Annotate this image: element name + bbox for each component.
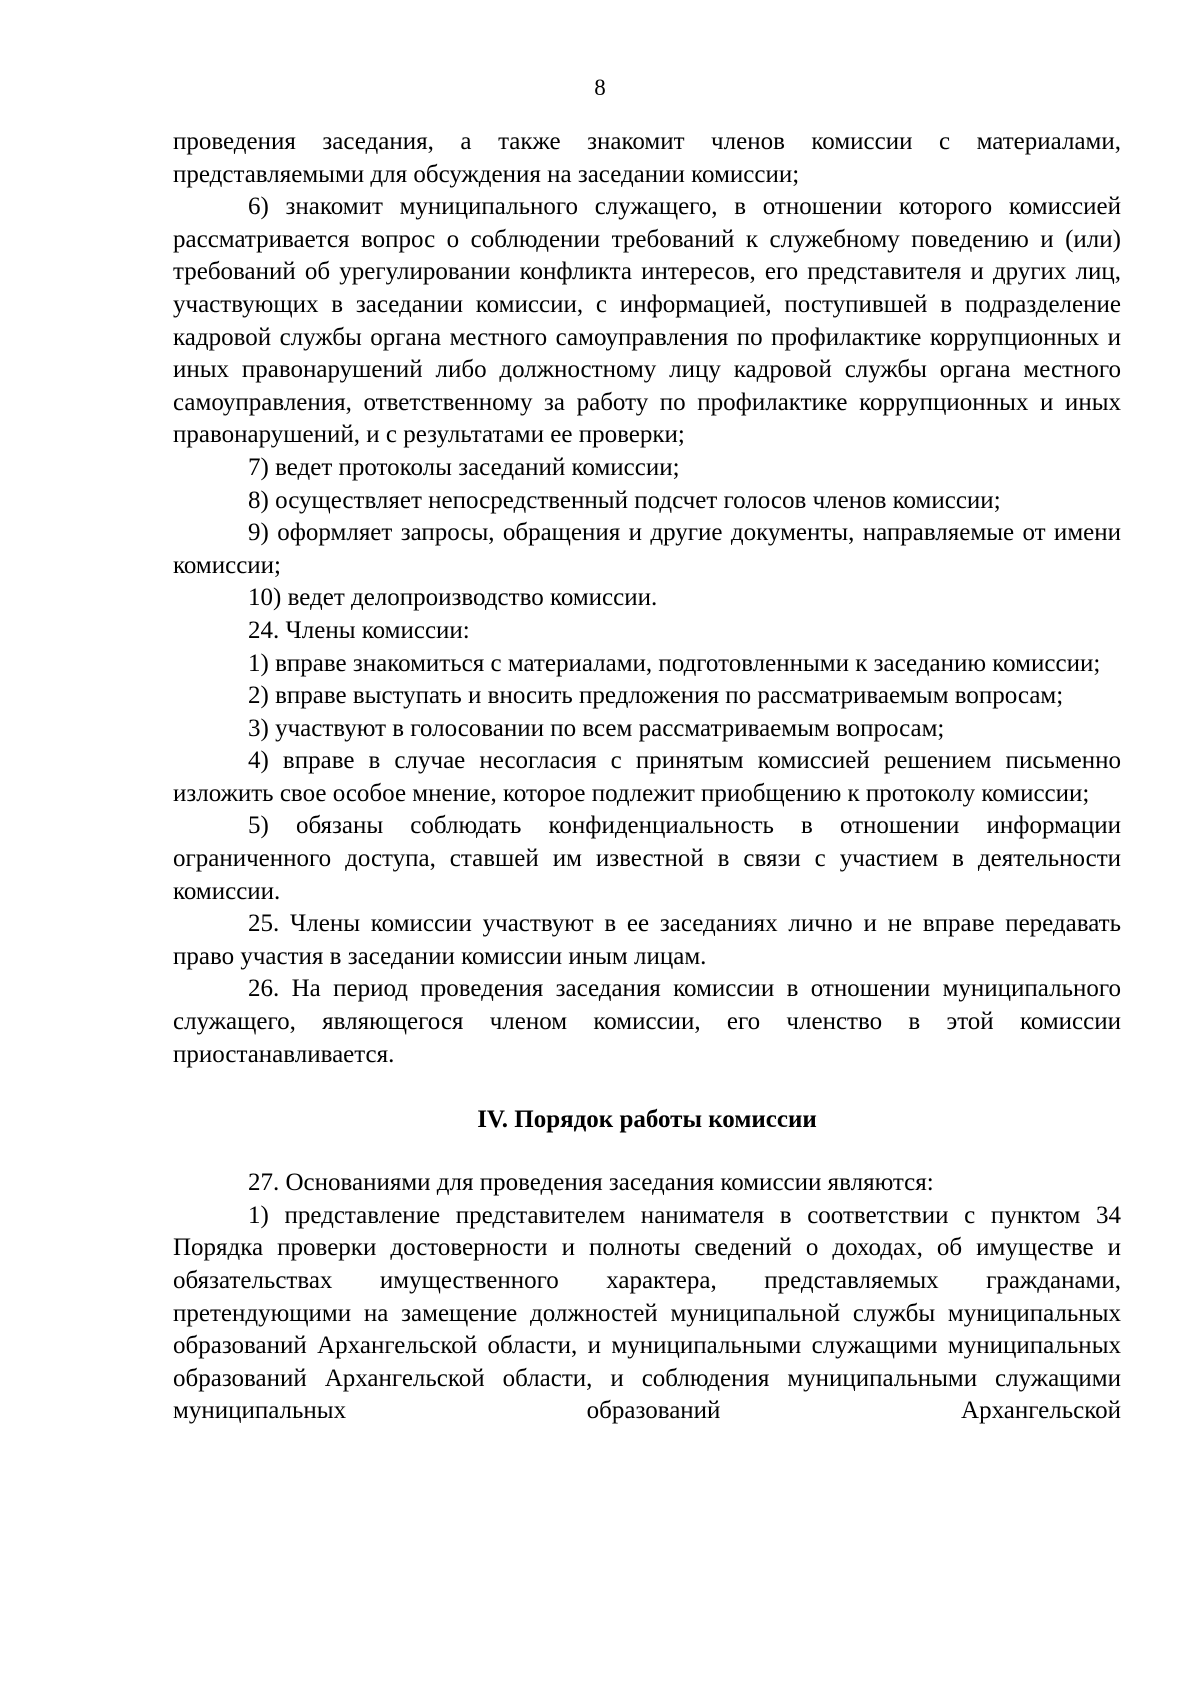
paragraph-clause-24-item-3: 3) участвуют в голосовании по всем рассматриваемым вопросам; — [248, 714, 945, 742]
paragraph-clause-27: 27. Основаниями для проведения заседания комиссии являются: — [248, 1169, 934, 1197]
paragraph-item-8: 8) осуществляет непосредственный подсчет голосов членов комиссии; — [248, 486, 1001, 514]
paragraph-item-7: 7) ведет протоколы заседаний комиссии; — [248, 453, 680, 481]
paragraph-clause-26: 26. На период проведения заседания комиссии в отношении муниципального служащего, являющегося членом комиссии, его членство в этой комиссии приостанавливается. — [173, 975, 1121, 1068]
paragraph-clause-24-item-2: 2) вправе выступать и вносить предложения по рассматриваемым вопросам; — [248, 682, 1064, 710]
paragraph-continuation: проведения заседания, а также знакомит членов комиссии с материалами, представляемыми для обсуждения на заседании комиссии; — [173, 128, 1121, 188]
paragraph-clause-27-item-1: 1) представление представителем нанимателя в соответствии с пунктом 34 Порядка проверки достоверности и полноты сведений о доходах, об имуществе и обязательствах имущественного характера, представляемых гражданами, претендующими на замещение должностей муниципальной службы муниципальных образований Архангельской области, и муниципальными служащими муниципальных образований Архангельской области, и соблюдения муниципальными служащими муниципальных образований Архангельской — [173, 1201, 1121, 1425]
paragraph-clause-24-item-4: 4) вправе в случае несогласия с принятым комиссией решением письменно изложить свое особое мнение, которое подлежит приобщению к протоколу комиссии; — [173, 747, 1121, 807]
paragraph-item-9: 9) оформляет запросы, обращения и другие документы, направляемые от имени комиссии; — [173, 519, 1121, 579]
page-number: 8 — [594, 75, 606, 100]
paragraph-clause-24: 24. Члены комиссии: — [248, 616, 470, 644]
paragraph-item-10: 10) ведет делопроизводство комиссии. — [248, 584, 658, 612]
paragraph-clause-25: 25. Члены комиссии участвуют в ее заседаниях лично и не вправе передавать право участия в заседании комиссии иным лицам. — [173, 910, 1121, 970]
section-heading: IV. Порядок работы комиссии — [477, 1106, 817, 1134]
document-body — [173, 126, 1121, 1428]
paragraph-item-6: 6) знакомит муниципального служащего, в отношении которого комиссией рассматривается вопрос о соблюдении требований к служебному поведению и (или) требований об урегулировании конфликта интересов, его представителя и других лиц, участвующих в заседании комиссии, с информацией, поступившей в подразделение кадровой службы органа местного самоуправления по профилактике коррупционных и иных правонарушений либо должностному лицу кадровой службы органа местного самоуправления, ответственному за работу по профилактике коррупционных и иных правонарушений, и с результатами ее проверки; — [173, 193, 1121, 449]
paragraph-clause-24-item-5: 5) обязаны соблюдать конфиденциальность в отношении информации ограниченного доступа, ставшей им известной в связи с участием в деятельности комиссии. — [173, 812, 1121, 905]
paragraph-clause-24-item-1: 1) вправе знакомиться с материалами, подготовленными к заседанию комиссии; — [248, 649, 1101, 677]
